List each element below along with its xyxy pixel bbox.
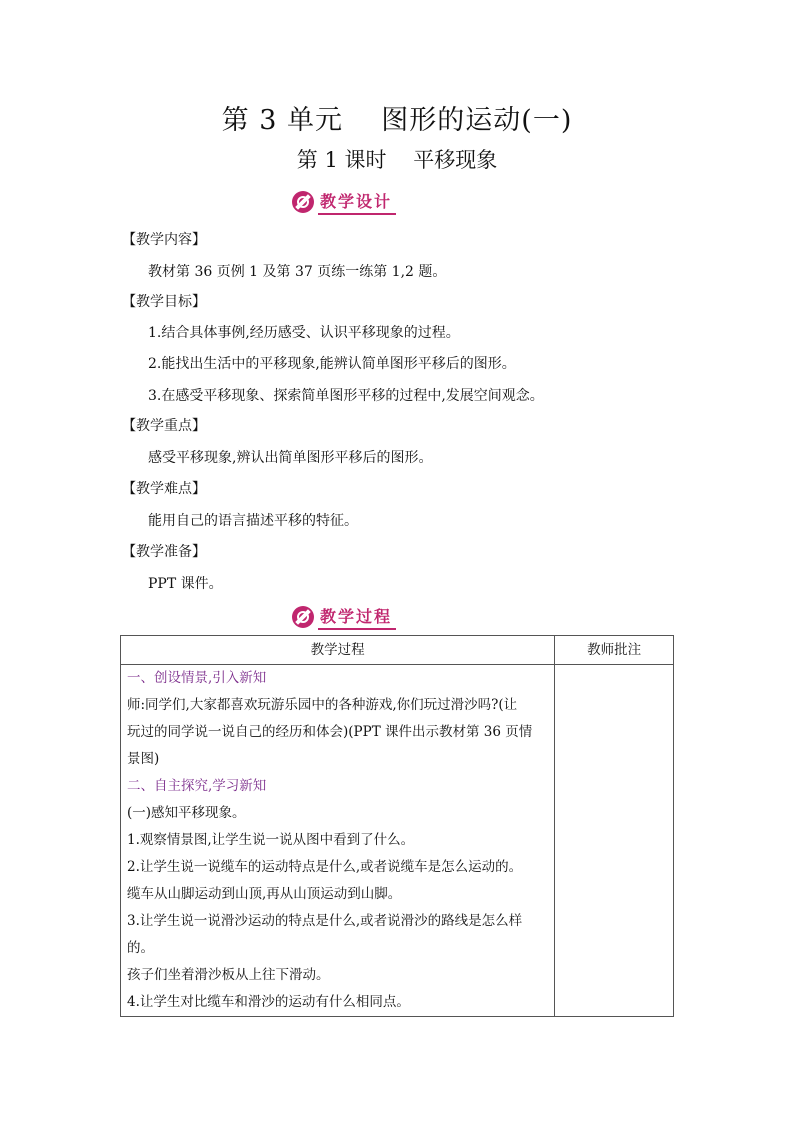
- teaching-process-table: [120, 635, 674, 1017]
- goal-line-2: 2.能找出生活中的平移现象,能辨认简单图形平移后的图形。: [148, 356, 516, 372]
- heading-content: 【教学内容】: [122, 232, 206, 248]
- goal-line-3: 3.在感受平移现象、探索简单图形平移的过程中,发展空间观念。: [148, 388, 544, 404]
- table-row: 一、创设情景,引入新知: [127, 670, 267, 686]
- table-row: 二、自主探究,学习新知: [127, 778, 267, 794]
- content-line: 教材第 36 页例 1 及第 37 页练一练第 1,2 题。: [148, 264, 447, 280]
- teaching-process-label: 教学过程: [318, 604, 396, 630]
- teaching-design-label: 教学设计: [318, 189, 396, 215]
- table-row: 师:同学们,大家都喜欢玩游乐园中的各种游戏,你们玩过滑沙吗?(让: [127, 697, 518, 713]
- table-row: 1.观察情景图,让学生说一说从图中看到了什么。: [127, 832, 415, 848]
- teaching-design-badge: [292, 189, 396, 215]
- table-row: 3.让学生说一说滑沙运动的特点是什么,或者说滑沙的路线是怎么样: [127, 913, 523, 929]
- table-row: 景图): [127, 751, 160, 767]
- process-cell: [121, 665, 555, 1017]
- table-row: 2.让学生说一说缆车的运动特点是什么,或者说缆车是怎么运动的。: [127, 859, 523, 875]
- table-row: 缆车从山脚运动到山顶,再从山顶运动到山脚。: [127, 886, 402, 902]
- heading-key: 【教学重点】: [122, 418, 206, 434]
- table-row: 玩过的同学说一说自己的经历和体会)(PPT 课件出示教材第 36 页情: [127, 724, 533, 740]
- heading-goals: 【教学目标】: [122, 294, 206, 310]
- key-line: 感受平移现象,辨认出简单图形平移后的图形。: [148, 450, 433, 466]
- teaching-process-badge: [292, 604, 396, 630]
- prep-line: PPT 课件。: [148, 576, 223, 592]
- difficulty-line: 能用自己的语言描述平移的特征。: [148, 513, 358, 529]
- col-header-notes: 教师批注: [555, 636, 674, 665]
- table-row: 的。: [127, 940, 154, 956]
- page-subtitle: 第 1 课时 平移现象: [296, 148, 498, 172]
- table-row: 4.让学生对比缆车和滑沙的运动有什么相同点。: [127, 994, 410, 1010]
- heading-difficulty: 【教学难点】: [122, 481, 206, 497]
- col-header-process: 教学过程: [121, 636, 555, 665]
- table-row: 孩子们坐着滑沙板从上往下滑动。: [127, 967, 330, 983]
- lesson-logo-icon: [292, 191, 314, 213]
- teacher-notes-cell: [555, 665, 674, 1017]
- lesson-logo-icon: [292, 606, 314, 628]
- page-title: 第 3 单元 图形的运动(一): [221, 105, 573, 136]
- goal-line-1: 1.结合具体事例,经历感受、认识平移现象的过程。: [148, 325, 460, 341]
- table-row: (一)感知平移现象。: [127, 805, 246, 821]
- heading-prep: 【教学准备】: [122, 544, 206, 560]
